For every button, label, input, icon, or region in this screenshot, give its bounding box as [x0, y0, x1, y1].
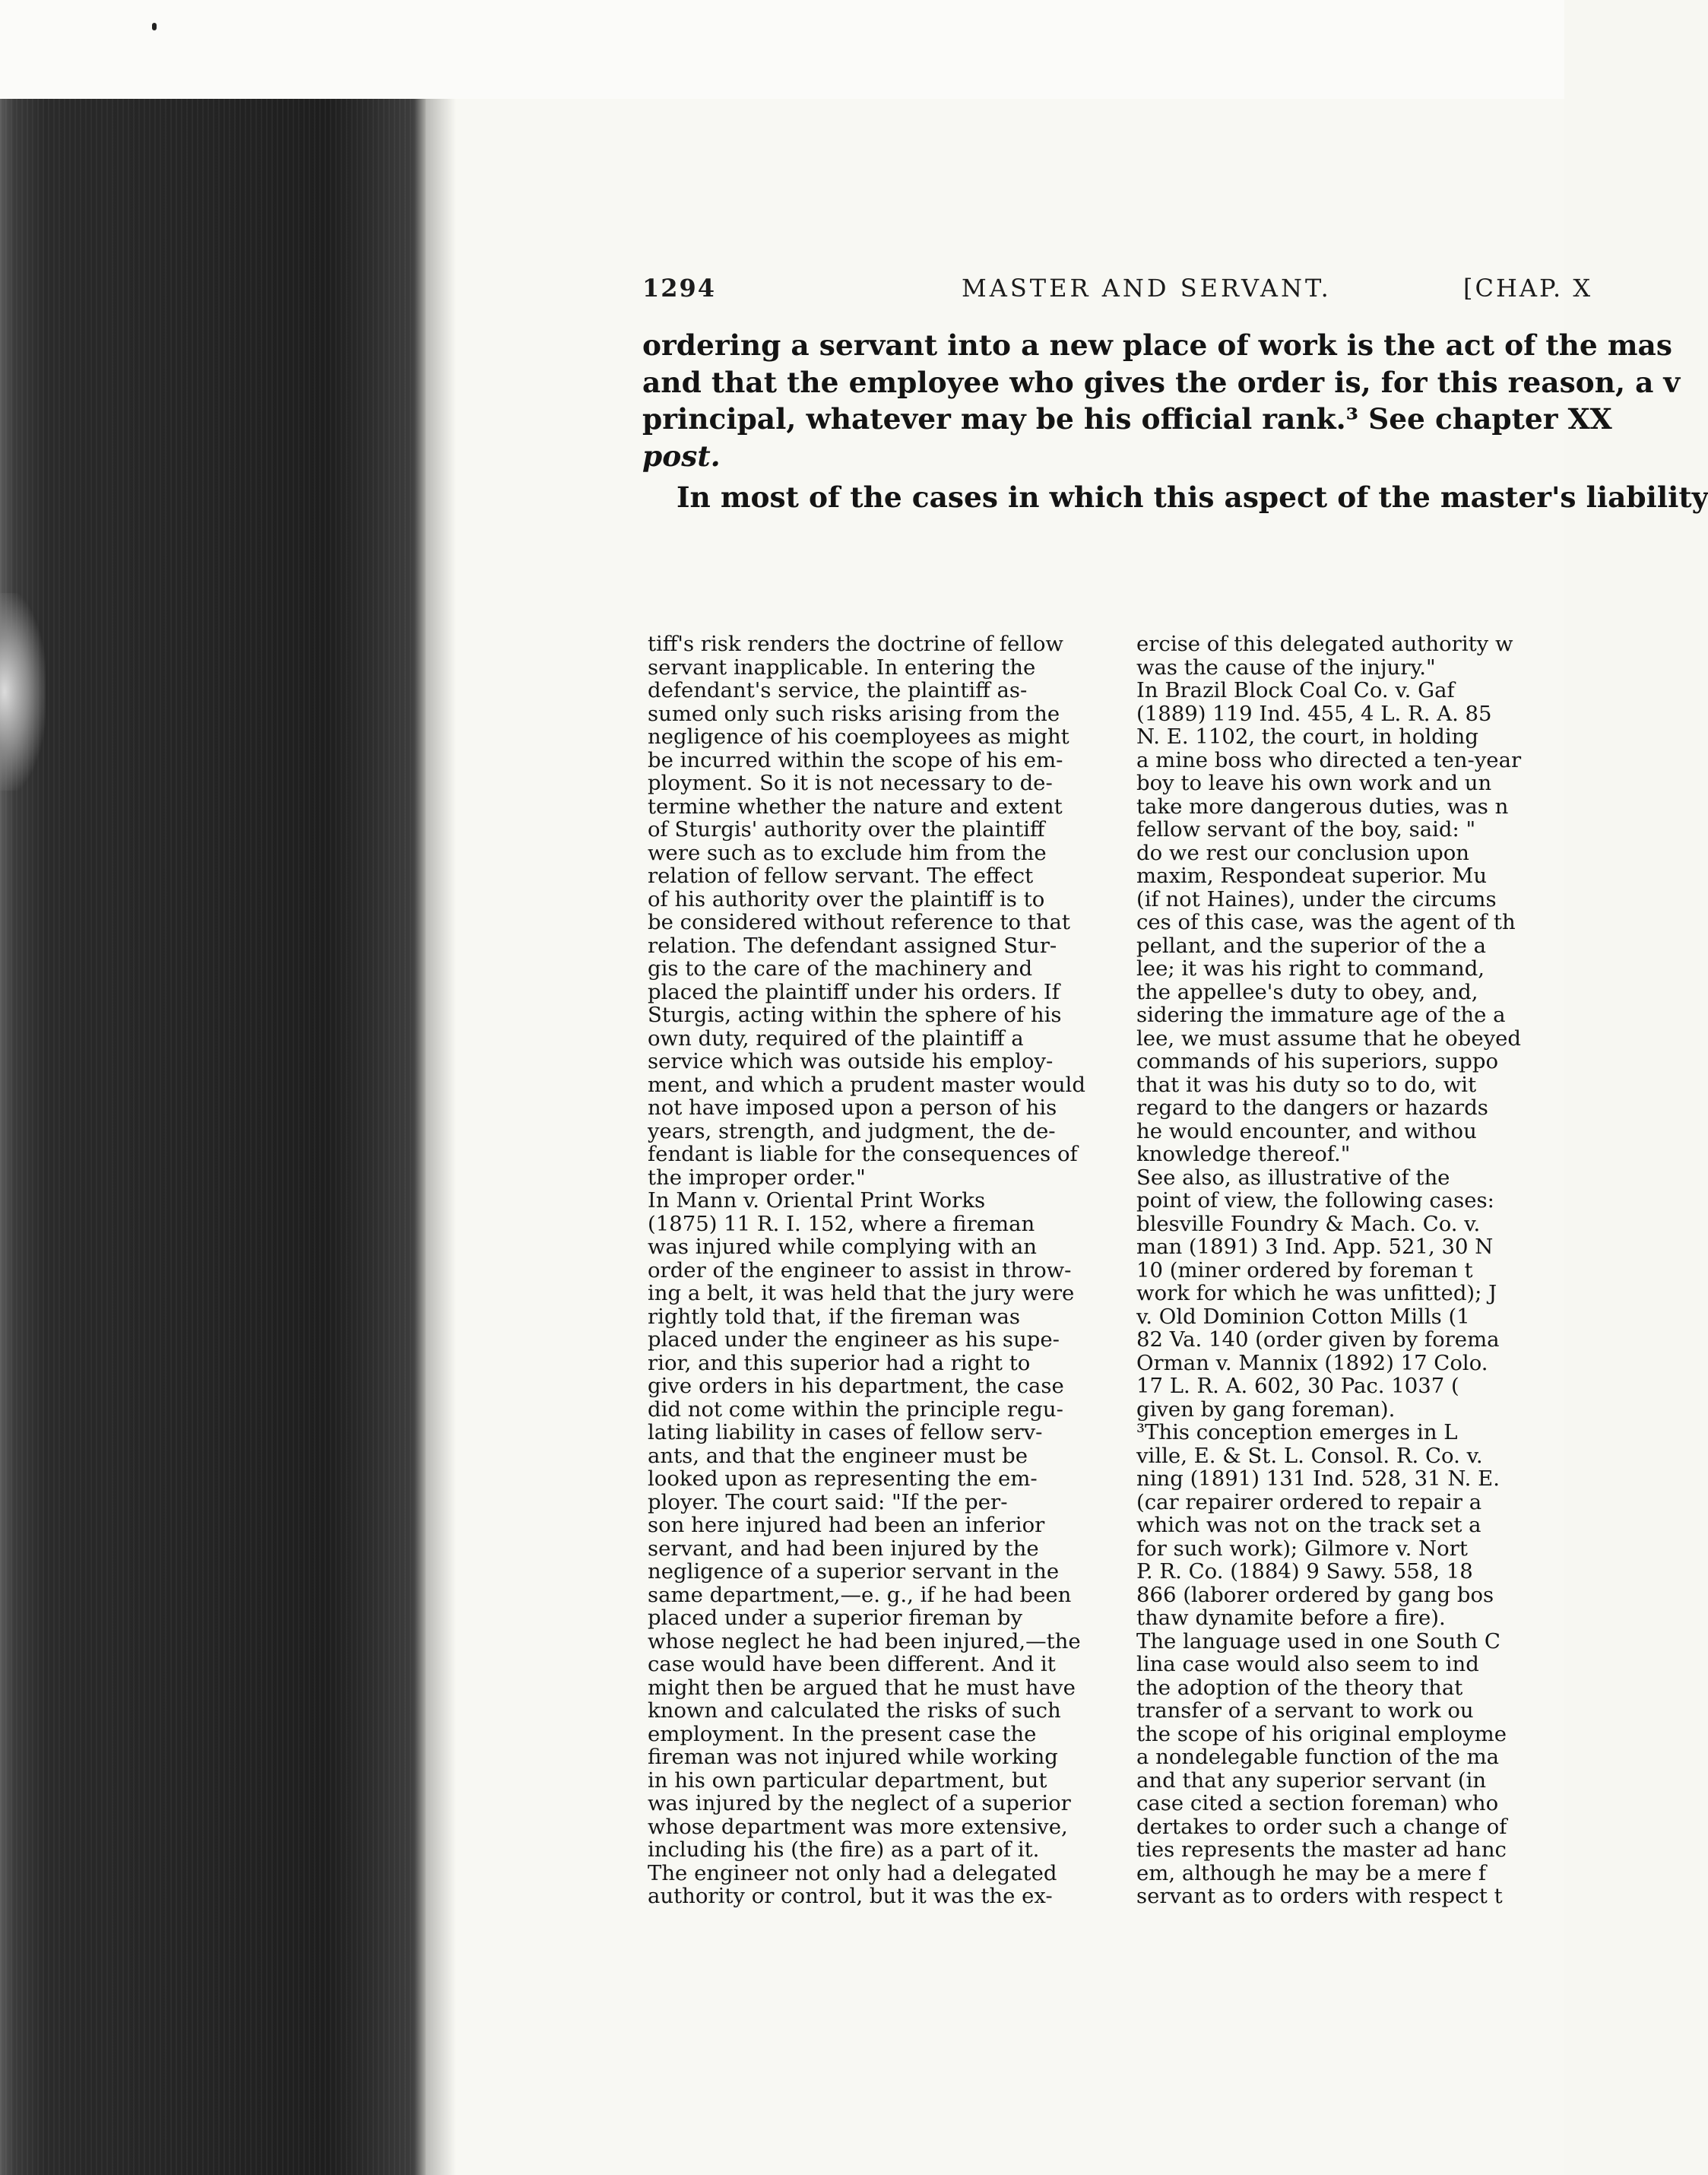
text-line: The engineer not only had a delegated	[648, 1860, 1057, 1885]
text-line: gis to the care of the machinery and	[648, 956, 1033, 981]
text-line: negligence of his coemployees as might	[648, 724, 1069, 749]
text-line: v. Old Dominion Cotton Mills (1	[1136, 1304, 1470, 1329]
text-line: termine whether the nature and extent	[648, 794, 1063, 819]
book-binding	[0, 99, 422, 2175]
text-line: rightly told that, if the fireman was	[648, 1304, 1021, 1329]
text-line: and that any superior servant (in	[1136, 1768, 1487, 1793]
text-line: defendant's service, the plaintiff as-	[648, 678, 1028, 702]
text-line: placed the plaintiff under his orders. If	[648, 979, 1060, 1004]
text-line: ercise of this delegated authority w	[1136, 632, 1513, 656]
running-title: MASTER AND SERVANT.	[962, 274, 1332, 303]
text-line: not have imposed upon a person of his	[648, 1095, 1057, 1120]
text-line: ants, and that the engineer must be	[648, 1443, 1028, 1468]
text-line: See also, as illustrative of the	[1136, 1165, 1450, 1190]
text-line: might then be argued that he must have	[648, 1675, 1076, 1700]
text-line: Sturgis, acting within the sphere of his	[648, 1003, 1062, 1027]
text-line: of his authority over the plaintiff is to	[648, 886, 1045, 912]
lead-line: and that the employee who gives the order is, for this reason, a v	[642, 365, 1681, 399]
text-line: In Brazil Block Coal Co. v. Gaf	[1136, 678, 1455, 702]
text-line: a mine boss who directed a ten-year	[1136, 747, 1522, 772]
text-line: work for which he was unfitted); J	[1136, 1281, 1497, 1305]
text-line: pellant, and the superior of the a	[1136, 933, 1487, 958]
text-line: commands of his superiors, suppo	[1136, 1049, 1499, 1073]
text-line: ties represents the master ad hanc	[1136, 1837, 1507, 1862]
text-line: servant, and had been injured by the	[648, 1536, 1039, 1561]
text-line: own duty, required of the plaintiff a	[648, 1026, 1024, 1051]
text-line: ing a belt, it was held that the jury were	[648, 1281, 1075, 1305]
text-line: blesville Foundry & Mach. Co. v.	[1136, 1211, 1481, 1236]
text-line: boy to leave his own work and un	[1136, 771, 1492, 795]
text-line: servant as to orders with respect t	[1136, 1884, 1503, 1908]
lead-line: post.	[642, 439, 721, 473]
text-line: ces of this case, was the agent of th	[1136, 910, 1516, 934]
page-number: 1294	[642, 274, 717, 303]
text-line: (1889) 119 Ind. 455, 4 L. R. A. 85	[1136, 701, 1492, 726]
text-line: thaw dynamite before a fire).	[1136, 1606, 1446, 1630]
text-line: looked upon as representing the em-	[648, 1466, 1038, 1491]
text-line: 82 Va. 140 (order given by forema	[1136, 1327, 1500, 1352]
text-line: ment, and which a prudent master would	[648, 1072, 1085, 1097]
text-line: Orman v. Mannix (1892) 17 Colo.	[1136, 1350, 1488, 1375]
page-header	[642, 274, 1630, 312]
text-line: fireman was not injured while working	[648, 1745, 1058, 1769]
text-line: known and calculated the risks of such	[648, 1698, 1061, 1723]
text-line: was injured while complying with an	[648, 1235, 1037, 1259]
text-line: fendant is liable for the consequences of	[648, 1142, 1078, 1166]
text-line: 866 (laborer ordered by gang bos	[1136, 1582, 1494, 1607]
text-line: case cited a section foreman) who	[1136, 1791, 1499, 1815]
text-line: sidering the immature age of the a	[1136, 1003, 1506, 1027]
text-line: whose neglect he had been injured,—the	[648, 1628, 1081, 1653]
text-line: that it was his duty so to do, wit	[1136, 1072, 1477, 1097]
text-line: be considered without reference to that	[648, 910, 1070, 934]
text-line: (car repairer ordered to repair a	[1136, 1489, 1482, 1514]
text-line: the appellee's duty to obey, and,	[1136, 979, 1478, 1004]
text-line: give orders in his department, the case	[648, 1374, 1064, 1398]
text-line: son here injured had been an inferior	[648, 1513, 1045, 1537]
text-line: relation. The defendant assigned Stur-	[648, 933, 1057, 958]
text-line: negligence of a superior servant in the	[648, 1559, 1060, 1584]
text-line: was injured by the neglect of a superior	[648, 1791, 1071, 1815]
text-line: the scope of his original employme	[1136, 1721, 1507, 1746]
text-line: authority or control, but it was the ex-	[648, 1884, 1053, 1908]
text-line: a nondelegable function of the ma	[1136, 1745, 1500, 1769]
text-line: regard to the dangers or hazards	[1136, 1095, 1488, 1120]
text-line: man (1891) 3 Ind. App. 521, 30 N	[1136, 1235, 1494, 1259]
text-line: placed under a superior fireman by	[648, 1606, 1023, 1630]
text-line: dertakes to order such a change of	[1136, 1814, 1507, 1839]
lead-line: In most of the cases in which this aspect of the master's liability	[677, 480, 1708, 514]
text-line: maxim, Respondeat superior. Mu	[1136, 864, 1488, 888]
text-line: ployer. The court said: "If the per-	[648, 1489, 1008, 1514]
text-line: he would encounter, and withou	[1136, 1118, 1477, 1143]
text-line: placed under the engineer as his supe-	[648, 1327, 1060, 1352]
text-line: whose department was more extensive,	[648, 1814, 1068, 1839]
text-line: which was not on the track set a	[1136, 1513, 1481, 1537]
lead-paragraph	[642, 327, 1708, 516]
text-line: fellow servant of the boy, said: "	[1136, 817, 1476, 842]
text-line: tiff's risk renders the doctrine of fellow	[648, 632, 1063, 656]
text-line: case would have been different. And it	[648, 1652, 1056, 1676]
text-line: ville, E. & St. L. Consol. R. Co. v.	[1136, 1443, 1483, 1468]
footnote-column-left	[648, 633, 1153, 1908]
lead-line: principal, whatever may be his official rank.³ See chapter XX	[642, 402, 1612, 436]
text-line: transfer of a servant to work ou	[1136, 1698, 1474, 1723]
text-line: sumed only such risks arising from the	[648, 701, 1060, 726]
text-line: knowledge thereof."	[1136, 1142, 1351, 1166]
text-line: (1875) 11 R. I. 152, where a fireman	[648, 1211, 1035, 1236]
scan-speck	[152, 23, 157, 30]
text-line: service which was outside his employ-	[648, 1049, 1054, 1073]
text-line: In Mann v. Oriental Print Works	[648, 1188, 986, 1213]
text-line: the adoption of the theory that	[1136, 1675, 1463, 1700]
text-line: take more dangerous duties, was n	[1136, 794, 1509, 819]
text-line: relation of fellow servant. The effect	[648, 864, 1034, 888]
fold-shadow	[426, 99, 456, 2175]
footnote-column-right	[1136, 633, 1608, 1908]
text-line: lating liability in cases of fellow serv-	[648, 1420, 1043, 1444]
text-line: of Sturgis' authority over the plaintiff	[648, 817, 1045, 842]
book-page	[426, 99, 1708, 2175]
text-line: 17 L. R. A. 602, 30 Pac. 1037 (	[1136, 1374, 1459, 1398]
text-line: ning (1891) 131 Ind. 528, 31 N. E.	[1136, 1466, 1500, 1491]
text-line: years, strength, and judgment, the de-	[648, 1118, 1056, 1143]
text-line: The language used in one South C	[1136, 1628, 1500, 1653]
text-line: lee, we must assume that he obeyed	[1136, 1026, 1522, 1051]
text-line: were such as to exclude him from the	[648, 840, 1047, 865]
text-line: in his own particular department, but	[648, 1768, 1047, 1793]
binding-smudge	[0, 593, 46, 791]
text-line: order of the engineer to assist in throw-	[648, 1257, 1072, 1282]
chapter-label: [CHAP. X	[1463, 274, 1593, 303]
text-line: ³This conception emerges in L	[1136, 1420, 1458, 1444]
text-line: the improper order."	[648, 1165, 866, 1190]
top-margin	[0, 0, 1564, 106]
text-line: em, although he may be a mere f	[1136, 1860, 1487, 1885]
text-line: (if not Haines), under the circums	[1136, 886, 1497, 912]
text-line: N. E. 1102, the court, in holding	[1136, 724, 1478, 749]
text-line: same department,—e. g., if he had been	[648, 1582, 1072, 1607]
text-line: be incurred within the scope of his em-	[648, 747, 1063, 772]
text-line: did not come within the principle regu-	[648, 1397, 1063, 1422]
text-line: P. R. Co. (1884) 9 Sawy. 558, 18	[1136, 1559, 1473, 1584]
text-line: ployment. So it is not necessary to de-	[648, 771, 1053, 795]
text-line: 10 (miner ordered by foreman t	[1136, 1257, 1473, 1282]
text-line: employment. In the present case the	[648, 1721, 1037, 1746]
text-line: given by gang foreman).	[1136, 1397, 1396, 1422]
text-line: for such work); Gilmore v. Nort	[1136, 1536, 1468, 1561]
text-line: servant inapplicable. In entering the	[648, 655, 1036, 680]
text-line: lee; it was his right to command,	[1136, 956, 1485, 981]
text-line: rior, and this superior had a right to	[648, 1350, 1031, 1375]
lead-line: ordering a servant into a new place of work is the act of the mas	[642, 328, 1672, 362]
text-line: was the cause of the injury."	[1136, 655, 1436, 680]
text-line: point of view, the following cases:	[1136, 1188, 1494, 1213]
text-line: do we rest our conclusion upon	[1136, 840, 1470, 865]
text-line: lina case would also seem to ind	[1136, 1652, 1479, 1676]
text-line: including his (the fire) as a part of it.	[648, 1837, 1040, 1862]
